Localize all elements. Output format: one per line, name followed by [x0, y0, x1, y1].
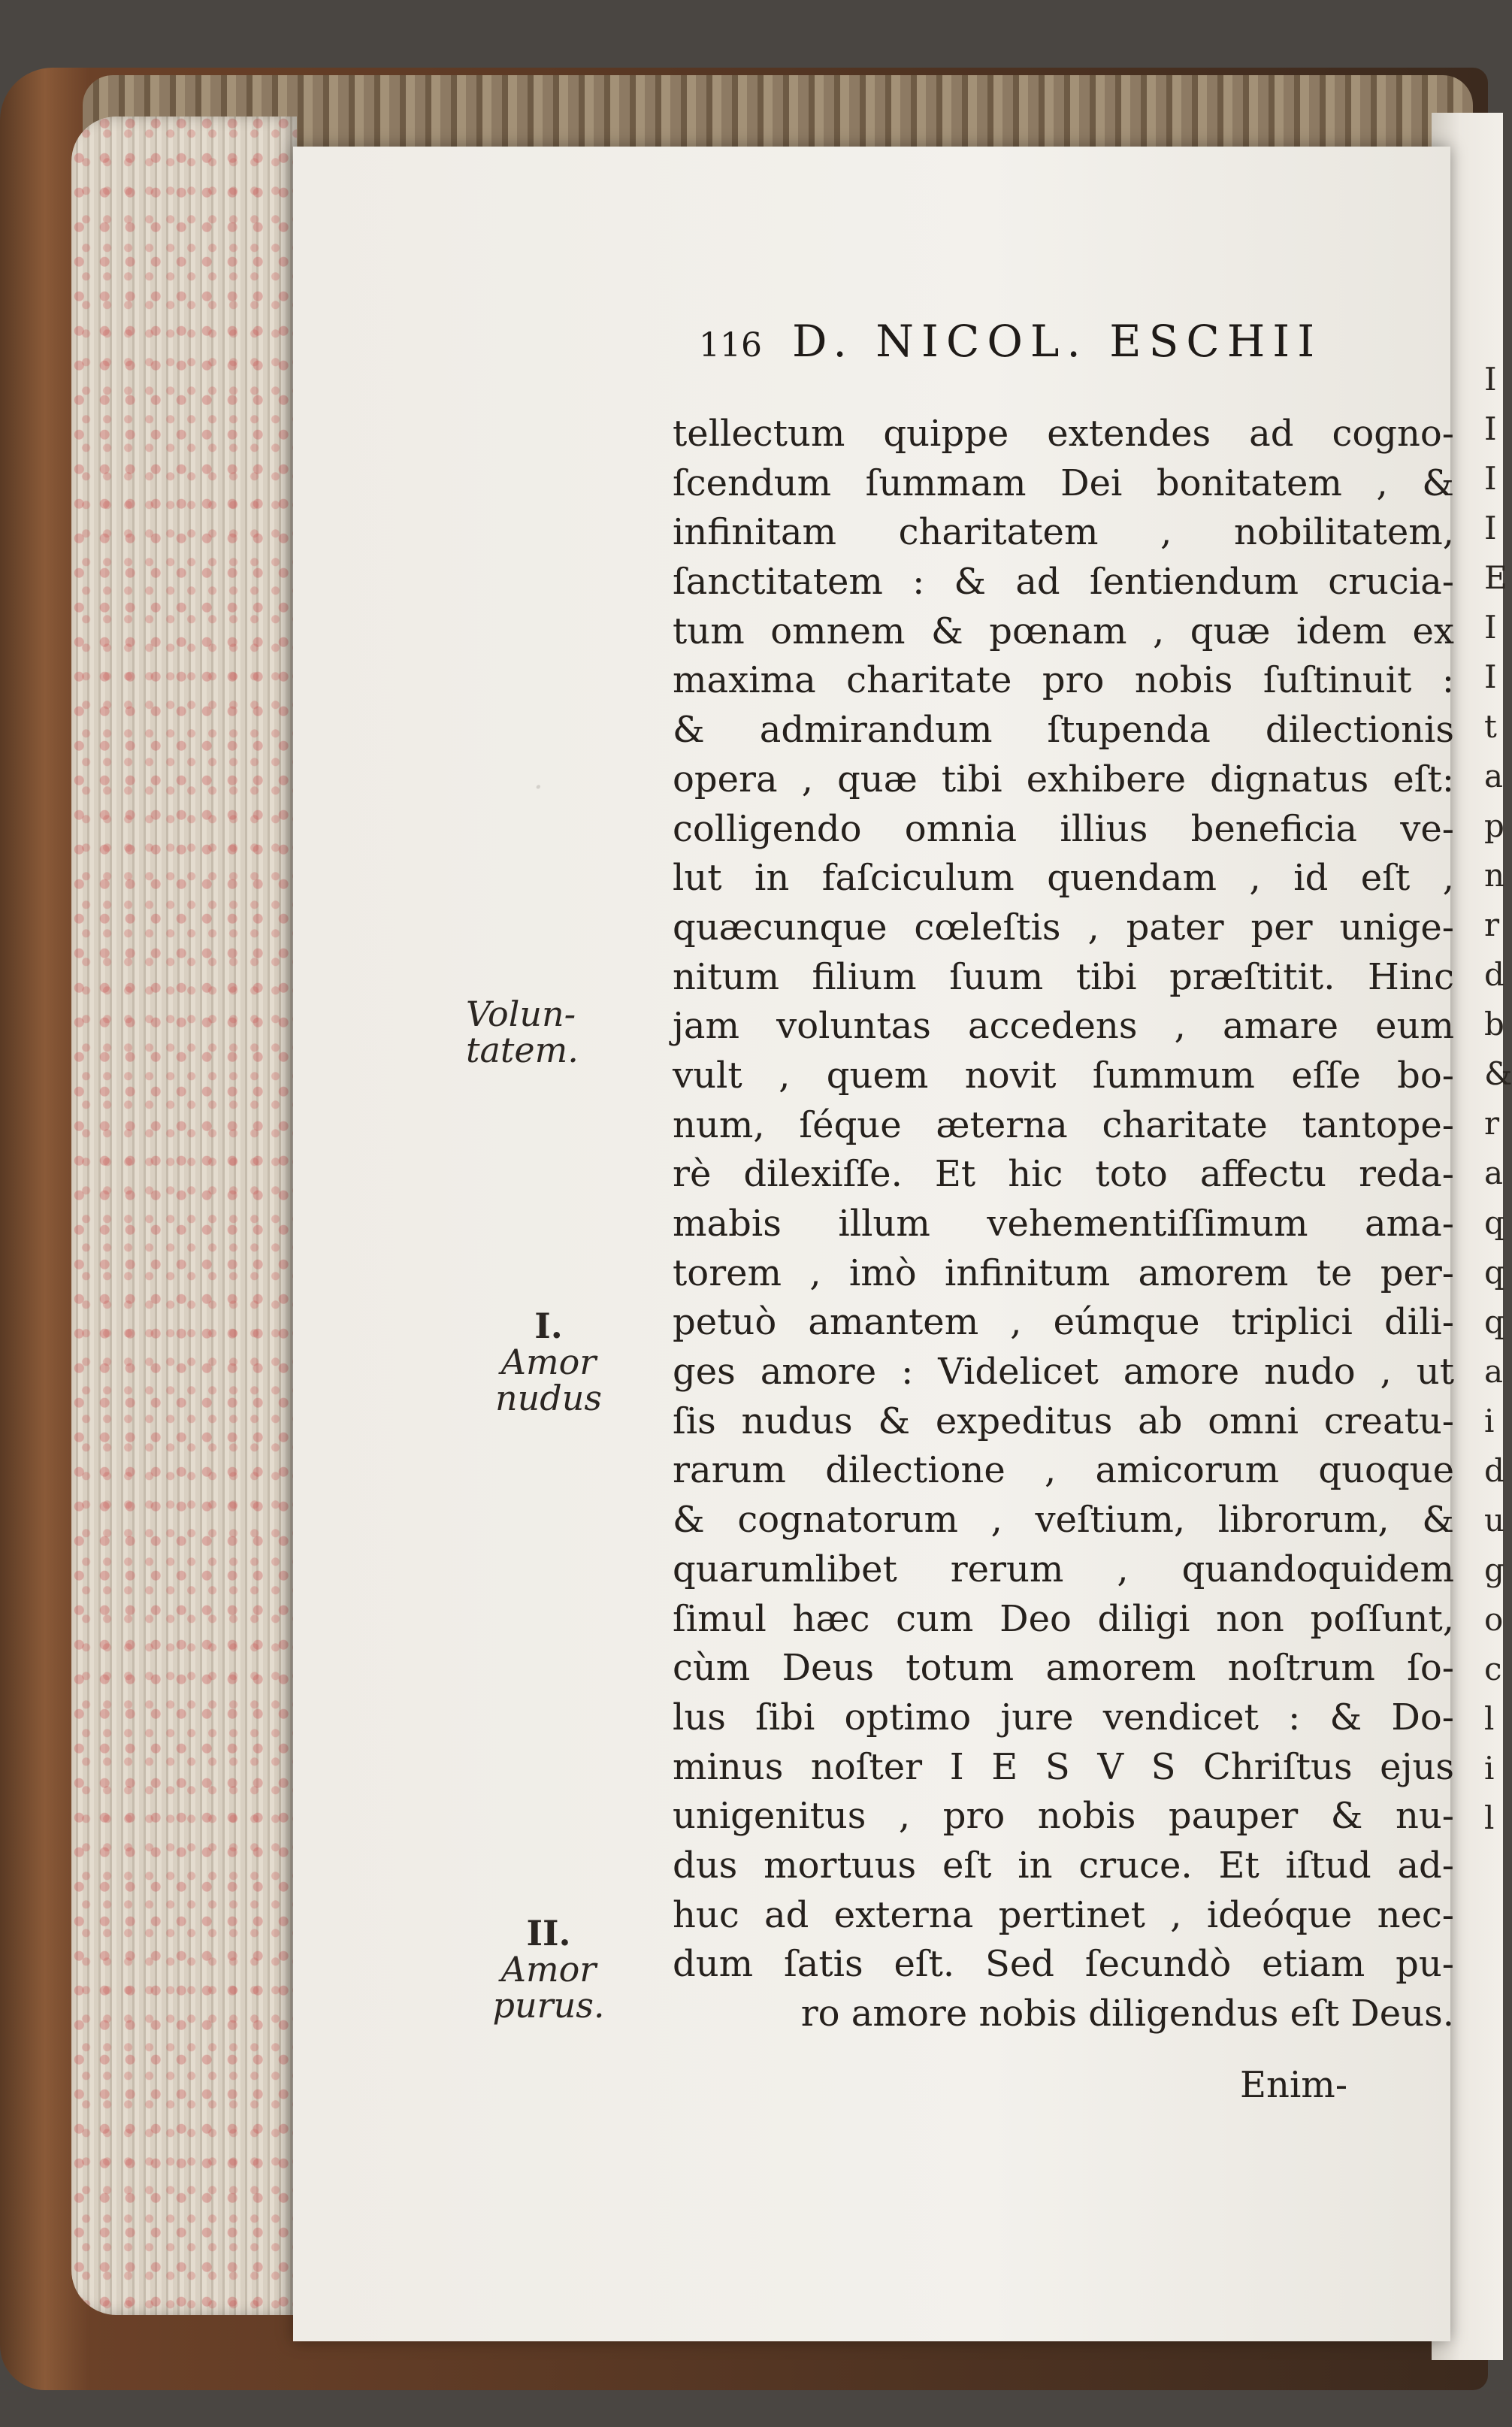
marginal-note-amor-nudus [473, 1308, 624, 1416]
facing-page-letter: I [1484, 658, 1497, 695]
marginal-line: nudus [495, 1378, 602, 1418]
text-line: ro amore nobis diligendus eſt Deus. [800, 1993, 1454, 2035]
text-line: & admirandum ſtupenda dilectionis [673, 709, 1454, 752]
facing-page-letter: b [1484, 1006, 1504, 1043]
text-line: minus noſter I E S V S Chriſtus ejus [673, 1745, 1454, 1788]
facing-page-letter: q [1484, 1204, 1504, 1241]
text-line: num, ſéque æterna charitate tantope- [673, 1103, 1454, 1146]
marginal-note-amor-purus [473, 1913, 624, 2026]
text-line: cùm Deus totum amorem noſtrum ſo- [673, 1647, 1454, 1690]
text-line: tum omnem & pœnam , quæ idem ex [673, 610, 1454, 652]
text-line: huc ad externa pertinet , ideóque nec- [673, 1893, 1454, 1936]
marginal-line: tatem. [466, 1030, 579, 1070]
facing-page-letter: & [1484, 1055, 1512, 1092]
facing-page-letter: l [1484, 1799, 1495, 1836]
marginal-note-voluntatem [466, 996, 616, 1068]
text-line: jam voluntas accedens , amare eum [673, 1005, 1454, 1048]
marginal-line: purus. [492, 1985, 605, 2026]
facing-page-letter: q [1484, 1254, 1504, 1291]
text-line: lut in faſciculum quendam , id eſt , [673, 857, 1454, 900]
facing-page-letter: c [1484, 1651, 1502, 1687]
text-line: lus ſibi optimo jure vendicet : & Do- [673, 1696, 1454, 1739]
facing-page-letter: d [1484, 956, 1504, 993]
facing-page-letter: I [1484, 460, 1497, 497]
text-line: colligendo omnia illius beneficia ve- [673, 807, 1454, 850]
facing-page-letter: l [1484, 1700, 1495, 1737]
text-line: rè dilexiſſe. Et hic toto affectu reda- [673, 1153, 1454, 1196]
facing-page-letter: a [1484, 758, 1504, 794]
text-line: ſcendum ſummam Dei bonitatem , & [673, 461, 1454, 504]
text-line: infinitam charitatem , nobilitatem, [673, 511, 1454, 554]
text-line: ſanctitatem : & ad ſentiendum crucia- [673, 561, 1454, 604]
text-line: ſimul hæc cum Deo diligi non poſſunt, [673, 1597, 1454, 1640]
marginal-line: Amor [500, 1342, 597, 1382]
text-line: unigenitus , pro nobis pauper & nu- [673, 1795, 1454, 1838]
facing-page-letter: I [1484, 410, 1497, 447]
facing-page-letter: t [1484, 708, 1497, 745]
text-line: petuò amantem , eúmque triplici dili- [673, 1301, 1454, 1344]
catchword: Enim- [1240, 2064, 1348, 2106]
text-line: rarum dilectione , amicorum quoque [673, 1449, 1454, 1492]
facing-page-letter: g [1484, 1551, 1504, 1588]
text-line: torem , imò infinitum amorem te per- [673, 1251, 1454, 1294]
text-line: maxima charitate pro nobis ſuſtinuit : [673, 659, 1454, 702]
marginal-line: Amor [500, 1949, 597, 1990]
facing-page-letter: E [1484, 559, 1507, 596]
running-head [699, 316, 1413, 383]
text-line: opera , quæ tibi exhibere dignatus eſt: [673, 758, 1454, 800]
facing-page-letter: I [1484, 510, 1497, 546]
text-line: tellectum quippe extendes ad cogno- [673, 413, 1454, 455]
facing-page-letter: I [1484, 609, 1497, 646]
text-line: quæcunque cœleſtis , pater per unige- [673, 906, 1454, 949]
page-fore-edge [71, 117, 297, 2315]
facing-page-letter: d [1484, 1452, 1504, 1489]
facing-page-letter: u [1484, 1502, 1505, 1539]
facing-page-letter: r [1484, 1105, 1500, 1142]
facing-page-letter: I [1484, 361, 1497, 398]
text-line: dus mortuus eſt in cruce. Et iſtud ad- [673, 1844, 1454, 1887]
facing-page-letter: i [1484, 1750, 1495, 1787]
bleed-through-text: · [534, 770, 543, 805]
main-text-block [673, 410, 1454, 2039]
text-line: dum ſatis eſt. Sed ſecundò etiam pu- [673, 1943, 1454, 1986]
text-line: & cognatorum , veſtium, librorum, & [673, 1499, 1454, 1542]
marginal-number: I. [534, 1306, 563, 1346]
text-line: vult , quem novit ſummum eſſe bo- [673, 1054, 1454, 1097]
facing-page-letter: i [1484, 1403, 1495, 1439]
text-line: mabis illum vehementiſſimum ama- [673, 1203, 1454, 1245]
page-number: 116 [699, 326, 762, 365]
facing-page-letter: a [1484, 1353, 1504, 1390]
text-line: quarumlibet rerum , quandoquidem [673, 1548, 1454, 1590]
facing-page-letter: n [1484, 857, 1505, 894]
text-line: ges amore : Videlicet amore nudo , ut [673, 1351, 1454, 1394]
text-line: ſis nudus & expeditus ab omni creatu- [673, 1400, 1454, 1442]
facing-page-letter: p [1484, 807, 1504, 844]
header-title: D. NICOL. ESCHII [791, 316, 1323, 367]
marginal-line: Volun- [466, 994, 576, 1034]
facing-page-letter: r [1484, 906, 1500, 943]
text-line: nitum filium ſuum tibi præſtitit. Hinc [673, 955, 1454, 998]
facing-page-letter: a [1484, 1154, 1504, 1191]
marginal-number: II. [526, 1913, 571, 1953]
facing-page-letter: q [1484, 1303, 1504, 1340]
facing-page-letter: o [1484, 1601, 1504, 1638]
